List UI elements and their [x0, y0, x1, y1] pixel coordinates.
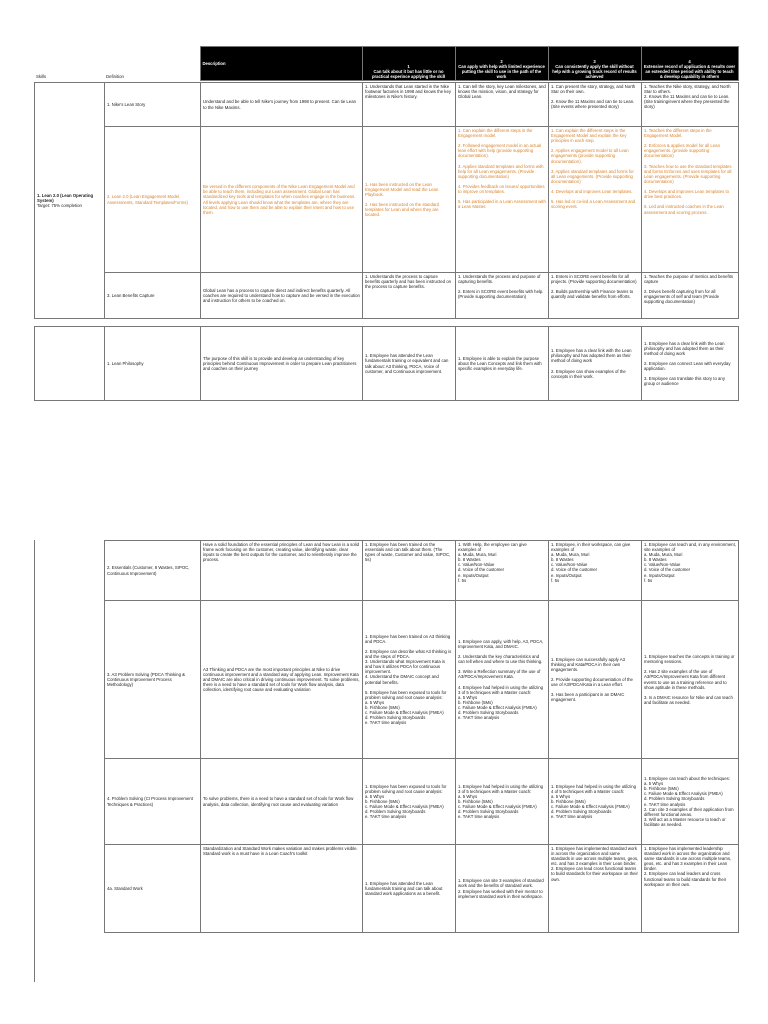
level-4-cell [642, 541, 739, 601]
level-3-cell [549, 759, 642, 845]
table-row [35, 127, 739, 273]
definition-cell: 4a. Standard Work [105, 845, 201, 933]
level-2-text: 1. Employee is able to explain the purpose about the Lean Concepts and link them with specific examples in everyday life. [458, 355, 543, 372]
level-3-text: 1. Employee has a clear link with the Lean philosophy and has adopted them as their method of doing work 2. Employee can show examples of the concepts in their work. [551, 348, 632, 379]
level-4-cell [642, 845, 739, 933]
level-4-cell [642, 601, 739, 759]
level-3-cell [549, 273, 642, 319]
description-cell: Global Lean has a process to capture direct and indirect benefits quarterly. All coaches are required to understand how to capture and be versed in the execution and instruction for others to be coached on. [201, 273, 363, 319]
level-1-text: 1. Employee has been exposed to tools for problem solving and root cause analysis: a. 5 Whys b. Fishbone (5Ms) c. Failure Mode & Effect Analysis (FMEA) d. Problem Solving Storyboards e. TAKT time analysis [365, 783, 447, 820]
header-level-2-text: Can apply with help with limited experience putting the skill to use in the path of the work [458, 64, 546, 79]
level-4-text: 1. Teaches the different steps in the Engagement Model. 2. Enforces & applies model for all Lean engagements. (provide supporting documentation) 3. Teaches how to use the standard templates and forms Enforces and uses templates for all Lean engagements. (Provide supporting documentation) 4. Develops and improves Lean templates to drive best practices. 5. Led and instructed coaches in the Lean assessment and scoring process. [644, 128, 732, 215]
definition-cell: 3. A3 Problem Solving (PDCA Thinking & Continuous Improvement Process Methodology) [105, 601, 201, 759]
level-4-text: 1. Employee has implemented leadership standard work in across the organization and same standards in use across multiple teams, geos, etc. and has 3 examples in their Lean binder. 2. Employee can lead leaders and cross functional teams to build standards for their workspace on their own. [644, 846, 732, 887]
definition-cell: 4. Problem Solving (CI Process Improvement Techniques & Practices) [105, 759, 201, 845]
description-cell: A3 Thinking and PDCA are the most important principles at Nike to drive continuous improvement and a standard way of applying Lean. Improvement Kata and DMAIC are also critical in driving continuous improvement. To solve problems, there is a need to have a standard set of tools for Work flow analysis, data collection, identifying root cause and evaluating variation [201, 601, 363, 759]
level-1-text: 1. Employee has been trained on the essentials and can talk about them. (The types of waste, Customer and value, SIPOC, 5s) [365, 542, 452, 563]
header-level-1-text: Can talk about it but has little or no practical experince applying the skill [371, 69, 446, 79]
level-1-cell [363, 759, 456, 845]
level-2-cell [456, 759, 549, 845]
header-level-4-text: Extensive record of application & results over an extended time period with ability to teach & develop capability in others [643, 64, 737, 79]
level-1-cell [363, 601, 456, 759]
level-2-cell [456, 601, 549, 759]
description-cell: Have a solid foundation of the essential principles of Lean and how Lean is a solid frame work focusing on the customer, creating value, identifying waste, clear inputs to create the best outputs for the customer, and to relentlessly improve the process. [201, 541, 363, 601]
level-2-text: 1. Employee had helped in using the utilizing 3 of 5 techniques with a Master coach: a. 5 Whys b. Fishbone (5Ms) c. Failure Mode & Effect Analysis (FMEA) d. Problem Solving Storyboards e. TAKT time analysis [458, 783, 544, 820]
level-3-text: 1. Can present the story, strategy, and North Star on their own. 2. Know the 11 Maxims and can tie to Lean. (Site events where presented story) [551, 84, 636, 110]
definition-column-label: Definition [106, 74, 124, 79]
group2-table [34, 326, 739, 401]
level-2-text: 1. Employee can apply, with help, A3, PDCA, Improvement Kata, and DMAIC. 2. Understands the key characteristics and can tell when and where to use this thinking. 3. Write a Reflection summary of the use of A3/PDCA/Improvement Kata. 4. Employee had helped in using the utilizing 3 of 5 techniques with a Master coach: a. 5 Whys b. Fishbone (5Ms) c. Failure Mode & Effect Analysis (FMEA) d. Problem Solving Storyboards e. TAKT time analysis [458, 638, 544, 721]
header-level-3-num: 3 [593, 59, 596, 64]
group1-table [34, 82, 739, 319]
level-3-cell [549, 83, 642, 127]
level-1-cell [363, 127, 456, 273]
description-cell: The purpose of this skill is to provide and develop an understanding of key principles behind Continuous Improvement in order to prepare Lean practitioners and coaches on their journey [201, 327, 363, 401]
table-row [105, 541, 739, 601]
level-4-text: 1. Employee can teach and, in any environment, site examples of a. Muda, Mura, Muri b. 8 Wastes c. Value/Non-Value d. Voice of the customer e. Inputs/Output f. 5s [644, 542, 736, 583]
header-table [34, 46, 739, 81]
definition-cell: 3. Lean Benefits Capture [105, 273, 201, 319]
header-level-1-num: 1 [407, 64, 410, 69]
description-cell: Be versed in the different components of the Nike Lean Engagement Model and be able to teach them, including our Lean assessment. Global Lean has standardized key tools and templates for when coaches engage in the business. All levels applying Lean should know what the templates are, where they are located, and how to use them and be able to explain their intent and how to use them. [201, 127, 363, 273]
skill-name: 1. Lean 2.0 (Lean Operating System) [37, 192, 95, 203]
level-2-text: 1. Can tell the story, key Lean milestones, and knows the mission, vision, and strategy for Global Lean. [458, 84, 548, 100]
level-4-text: 1. Employee has a clear link with the Lean philosophy and has adopted them as their method of doing work 2. Employee can connect Lean with everyday application. 3. Employee can translate this story to any group or audience [644, 340, 731, 387]
level-1-cell [363, 327, 456, 401]
level-3-text: 1. Enters in SCORE event benefits for all projects. (Provide supporting documentation) 2. Builds partnership with Finance teams to quantify and validate benefits from efforts. [551, 274, 637, 300]
level-3-text: 1. Employee has implemented standard work in across the organization and same standards in use across multiple teams, geos, etc. and has 3 examples in their Lean binder. 2. Employee can lead cross functional teams to build standards for their workspace on their own. [551, 846, 639, 882]
level-3-text: 1. Employee, in their workspace, can give examples of a. Muda, Mura, Muri b. 8 Wastes c. Value/Non-Value d. Voice of the customer e. Inputs/Output f. 5s [551, 542, 631, 583]
level-2-cell [456, 845, 549, 933]
level-1-text: 1. Employee has attended the Lean fundamentals training and can talk about standard work applications as a benefit. [365, 880, 444, 897]
level-1-cell [363, 83, 456, 127]
level-4-text: 1. Employee teaches the concepts in training or mentoring sessions. 2. Has 2 site examples of the use of A3/PDCA/Improvement Kata from different events to use as a training reference and to show aptitude in these methods. 3. Is a DMAIC resource for Nike and can teach and facilitate as needed. [644, 654, 735, 705]
level-2-cell [456, 327, 549, 401]
level-4-text: 1. Employee can teach about the techniques: a. 5 Whys b. Fishbone (5Ms) c. Failure Mode & Effect Analysis (FMEA) d. Problem Solving Storyboards e. TAKT time analysis 2. Can cite 3 examples of their application from different functional areas. 3. Will act as a Master resource to teach or facilitate as needed. [644, 776, 734, 827]
level-2-cell [456, 127, 549, 273]
definition-cell: 1. Nike's Lean Story [105, 83, 201, 127]
level-1-cell [363, 845, 456, 933]
level-3-text: 1. Employee can successfully apply A3 thinking and Kata/PDCA in their own engagements. 2. Provide supporting documentation of the use of A3/PDCA/Kata in a Lean effort. 3. Has been a participant in an DMAIC engagement. [551, 656, 633, 703]
level-2-text: 1. Can explain the different steps in the Engagement model. 2. Followed engagement model in an actual lean effort with help (provide supporting documentation). 3. Applies standard templates and forms with help for all Lean engagements. (Provide supporting documentation) 4. Provides feedback on issues/ opportunities to improve on templates. 5. Has participated in a Lean Assessment with a Lean Master. [458, 128, 546, 210]
level-1-text: 1. Understands that Lean started in the Nike footwear factories in 1998 and knows the key milestones in Nike's history. [365, 84, 453, 100]
header-description: Description [200, 47, 362, 81]
level-4-text: 1. Teaches the purpose of metrics and benefits capture 2. Drives benefit capturing from for all engagements of self and team (Provide supporting documentation) [644, 274, 734, 305]
level-3-text: 1. Employee had helped in using the utilizing 4 of 5 techniques with a Master coach: a. 5 Whys b. Fishbone (5Ms) c. Failure Mode & Effect Analysis (FMEA) d. Problem Solving Storyboards e. TAKT time analysis [551, 783, 637, 820]
level-2-text: 1. Employee can site 3 examples of standard work and the benefits of standard work. 2. Employee has worked with their mentor to implement standard work in their workspace. [458, 878, 544, 899]
level-4-text: 1. Teaches the Nike story, strategy, and North Star to others. 2. Knows the 11 Maxims and can tie to Lean. (Site training/event where they presented the story) [644, 84, 731, 110]
level-3-cell [549, 845, 642, 933]
level-1-cell [363, 273, 456, 319]
level-4-cell [642, 327, 739, 401]
level-1-text: 1. Understands the process to capture benefits quarterly and has been instructed on the process to capture benefits. [365, 274, 453, 290]
level-2-cell [456, 541, 549, 601]
skill-target: Target: 75% completion [37, 203, 82, 209]
header-level-1 [362, 47, 455, 81]
level-4-cell [642, 273, 739, 319]
header-level-3-text: Can consistently apply the skill without help with a growing track record of results achieved [552, 64, 638, 79]
level-1-text: 1. Employee has attended the Lean fundamentals training or equivalent and can talk about: A3 thinking, PDCA, Voice of customer, and Continuous improvement. [365, 353, 450, 374]
skill-cell-lean-2 [35, 83, 105, 319]
definition-cell: 2. Lean 2.0 (Lean Engagement Model, Assessments, Standard Templates/Forms) [105, 127, 201, 273]
header-level-2 [455, 47, 548, 81]
level-3-cell [549, 327, 642, 401]
level-2-cell [456, 83, 549, 127]
level-2-cell [456, 273, 549, 319]
level-2-text: 1. With Help, the employee can give examples of a. Muda, Mura, Muri b. 8 Wastes c. Value/Non-Value d. Voice of the customer e. Inputs/Output f. 5s [458, 542, 527, 583]
level-2-text: 1. Understands the process and purpose of capturing benefits. 2. Enters in SCORE event benefits with help. (Provide supporting documentation) [458, 274, 544, 300]
table-row [105, 759, 739, 845]
table-row [105, 601, 739, 759]
group3-table [104, 540, 739, 933]
level-1-text: 1. Has been instructed on the Lean Engagement Model and read the Lean Playbook. 2. Has been instructed on the standard templates for Lean and where they are located. [365, 181, 440, 218]
definition-cell: 1. Lean Philosophy [105, 327, 201, 401]
level-3-cell [549, 541, 642, 601]
skill-cell-blank [35, 327, 105, 401]
table-row [105, 845, 739, 933]
level-4-cell [642, 127, 739, 273]
level-3-cell [549, 127, 642, 273]
level-4-cell [642, 83, 739, 127]
skills-column-label: Skills [36, 74, 47, 79]
definition-cell: 2. Essentials (Customer, 8 Wastes, SIPOC, Continuous Improvement) [105, 541, 201, 601]
description-cell: To solve problems, there is a need to have a standard set of tools for Work flow analysis, data collection, identifying root cause and evaluating variation [201, 759, 363, 845]
table-row [35, 327, 739, 401]
level-4-cell [642, 759, 739, 845]
level-1-cell [363, 541, 456, 601]
header-level-4-num: 4 [688, 59, 691, 64]
header-level-3 [548, 47, 641, 81]
left-border-line [34, 540, 35, 982]
header-level-2-num: 2 [500, 59, 503, 64]
table-row [35, 83, 739, 127]
description-cell: Understand and be able to tell Nike's journey from 1998 to present. Can tie Lean to the Nike Maxims. [201, 83, 363, 127]
level-3-text: 1. Can explain the different steps in the Engagement Model and explain the key principles in each step. 2. Applies engagement model to all Lean engagements (provide supporting documentation). 3. Applies standard templates and forms for all Lean engagements. (Provide supporting documentation) 4. Develops and improves Lean templates. 5. Has led or co-led a Lean Assessment and scoring event. [551, 128, 636, 210]
table-row [35, 273, 739, 319]
header-level-4 [641, 47, 738, 81]
description-cell: Standardization and Standard Work makes variation and makes problems visible. Standard work is a must have in a Lean Coach's toolkit [201, 845, 363, 933]
level-1-text: 1. Employee has been trained on A3 thinking and PDCA. 2. Employee can describe what A3 thinking is and the steps of PDCA. 3. Understands what Improvement Kata is and how it utilizes PDCA for continuous improvement. 4. Understand the DMAIC concept and potential benefits. 5. Employee has been exposed to tools for problem solving and root cause analysis: a. 5 Whys b. Fishbone (5Ms) c. Failure Mode & Effect Analysis (FMEA) d. Problem Solving Storyboards e. TAKT time analysis [365, 633, 452, 726]
level-3-cell [549, 601, 642, 759]
